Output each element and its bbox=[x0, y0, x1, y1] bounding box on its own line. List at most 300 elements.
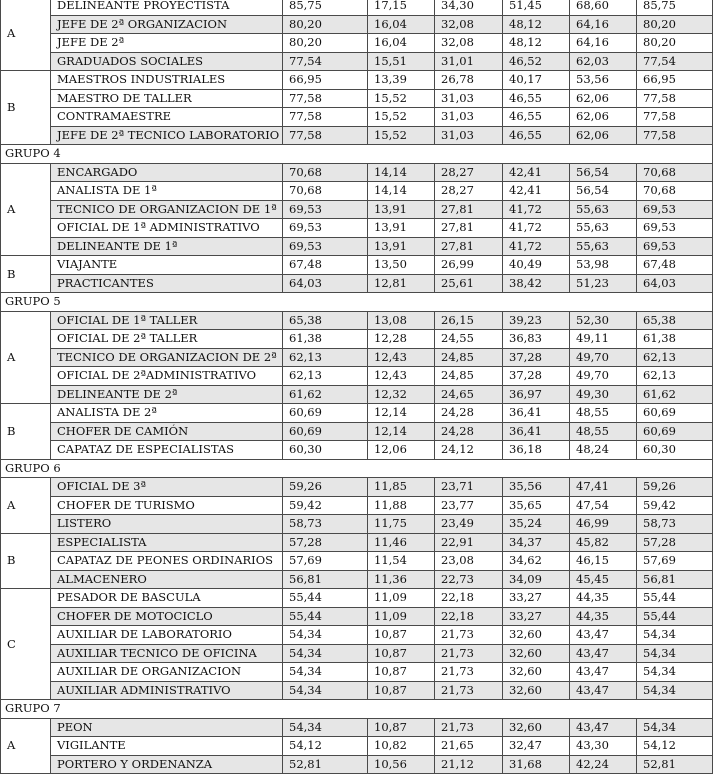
value-cell: 70,68 bbox=[637, 163, 713, 182]
value-cell: 45,82 bbox=[570, 533, 637, 552]
table-row bbox=[1, 644, 713, 663]
value-cell: 32,60 bbox=[503, 681, 570, 700]
value-cell: 11,36 bbox=[368, 570, 435, 589]
value-cell: 46,15 bbox=[570, 552, 637, 571]
table-row bbox=[1, 0, 713, 15]
category-name: DELINEANTE DE 2ª bbox=[51, 385, 283, 404]
value-cell: 46,55 bbox=[503, 89, 570, 108]
value-cell: 32,60 bbox=[503, 626, 570, 645]
value-cell: 45,45 bbox=[570, 570, 637, 589]
table-row bbox=[1, 200, 713, 219]
value-cell: 32,60 bbox=[503, 663, 570, 682]
value-cell: 80,20 bbox=[283, 15, 368, 34]
value-cell: 11,75 bbox=[368, 515, 435, 534]
value-cell: 55,44 bbox=[283, 589, 368, 608]
value-cell: 56,81 bbox=[637, 570, 713, 589]
value-cell: 64,16 bbox=[570, 15, 637, 34]
value-cell: 14,14 bbox=[368, 163, 435, 182]
value-cell: 47,54 bbox=[570, 496, 637, 515]
value-cell: 27,81 bbox=[435, 219, 503, 238]
category-name: TECNICO DE ORGANIZACION DE 1ª bbox=[51, 200, 283, 219]
value-cell: 77,58 bbox=[283, 108, 368, 127]
value-cell: 10,56 bbox=[368, 755, 435, 774]
value-cell: 80,20 bbox=[637, 34, 713, 53]
value-cell: 41,72 bbox=[503, 219, 570, 238]
value-cell: 13,08 bbox=[368, 311, 435, 330]
value-cell: 22,91 bbox=[435, 533, 503, 552]
value-cell: 54,34 bbox=[283, 681, 368, 700]
group-header: GRUPO 7 bbox=[1, 700, 713, 719]
value-cell: 64,03 bbox=[637, 274, 713, 293]
value-cell: 62,03 bbox=[570, 52, 637, 71]
value-cell: 22,73 bbox=[435, 570, 503, 589]
table-row bbox=[1, 718, 713, 737]
category-name: ENCARGADO bbox=[51, 163, 283, 182]
value-cell: 54,34 bbox=[283, 626, 368, 645]
value-cell: 70,68 bbox=[283, 182, 368, 201]
value-cell: 35,65 bbox=[503, 496, 570, 515]
value-cell: 57,28 bbox=[283, 533, 368, 552]
value-cell: 27,81 bbox=[435, 200, 503, 219]
value-cell: 62,13 bbox=[283, 367, 368, 386]
value-cell: 51,23 bbox=[570, 274, 637, 293]
value-cell: 54,34 bbox=[637, 626, 713, 645]
subgroup-label: B bbox=[1, 404, 51, 460]
value-cell: 13,39 bbox=[368, 71, 435, 90]
value-cell: 53,98 bbox=[570, 256, 637, 275]
subgroup-label: A bbox=[1, 718, 51, 774]
value-cell: 70,68 bbox=[283, 163, 368, 182]
value-cell: 68,60 bbox=[570, 0, 637, 15]
value-cell: 55,63 bbox=[570, 219, 637, 238]
category-name: OFICIAL DE 3ª bbox=[51, 478, 283, 497]
value-cell: 62,06 bbox=[570, 108, 637, 127]
value-cell: 41,72 bbox=[503, 200, 570, 219]
value-cell: 36,18 bbox=[503, 441, 570, 460]
subgroup-label: B bbox=[1, 71, 51, 145]
category-name: ANALISTA DE 2ª bbox=[51, 404, 283, 423]
value-cell: 64,03 bbox=[283, 274, 368, 293]
value-cell: 10,87 bbox=[368, 718, 435, 737]
value-cell: 64,16 bbox=[570, 34, 637, 53]
value-cell: 61,62 bbox=[283, 385, 368, 404]
subgroup-label: B bbox=[1, 533, 51, 589]
value-cell: 66,95 bbox=[637, 71, 713, 90]
value-cell: 77,58 bbox=[637, 108, 713, 127]
category-name: PESADOR DE BASCULA bbox=[51, 589, 283, 608]
value-cell: 38,42 bbox=[503, 274, 570, 293]
value-cell: 33,27 bbox=[503, 589, 570, 608]
value-cell: 10,87 bbox=[368, 663, 435, 682]
value-cell: 15,52 bbox=[368, 89, 435, 108]
value-cell: 77,58 bbox=[637, 126, 713, 145]
value-cell: 31,03 bbox=[435, 108, 503, 127]
value-cell: 58,73 bbox=[637, 515, 713, 534]
value-cell: 46,52 bbox=[503, 52, 570, 71]
table-row bbox=[1, 71, 713, 90]
value-cell: 22,18 bbox=[435, 589, 503, 608]
value-cell: 11,09 bbox=[368, 589, 435, 608]
category-name: JEFE DE 2ª TECNICO LABORATORIO bbox=[51, 126, 283, 145]
category-name: TECNICO DE ORGANIZACION DE 2ª bbox=[51, 348, 283, 367]
table-row bbox=[1, 182, 713, 201]
table-row bbox=[1, 330, 713, 349]
value-cell: 22,18 bbox=[435, 607, 503, 626]
value-cell: 49,30 bbox=[570, 385, 637, 404]
value-cell: 21,65 bbox=[435, 737, 503, 756]
value-cell: 60,69 bbox=[283, 404, 368, 423]
category-name: PORTERO Y ORDENANZA bbox=[51, 755, 283, 774]
value-cell: 49,11 bbox=[570, 330, 637, 349]
value-cell: 31,03 bbox=[435, 89, 503, 108]
value-cell: 41,72 bbox=[503, 237, 570, 256]
value-cell: 32,08 bbox=[435, 34, 503, 53]
category-name: CONTRAMAESTRE bbox=[51, 108, 283, 127]
table-row bbox=[1, 256, 713, 275]
value-cell: 12,28 bbox=[368, 330, 435, 349]
value-cell: 26,15 bbox=[435, 311, 503, 330]
value-cell: 42,24 bbox=[570, 755, 637, 774]
value-cell: 54,34 bbox=[283, 718, 368, 737]
table-row bbox=[1, 515, 713, 534]
table-row bbox=[1, 626, 713, 645]
category-name: OFICIAL DE 2ª TALLER bbox=[51, 330, 283, 349]
value-cell: 60,69 bbox=[637, 422, 713, 441]
category-name: JEFE DE 2ª bbox=[51, 34, 283, 53]
value-cell: 34,62 bbox=[503, 552, 570, 571]
table-row bbox=[1, 422, 713, 441]
value-cell: 13,50 bbox=[368, 256, 435, 275]
value-cell: 46,55 bbox=[503, 126, 570, 145]
value-cell: 77,58 bbox=[637, 89, 713, 108]
value-cell: 44,35 bbox=[570, 589, 637, 608]
value-cell: 34,30 bbox=[435, 0, 503, 15]
value-cell: 28,27 bbox=[435, 163, 503, 182]
value-cell: 59,26 bbox=[283, 478, 368, 497]
value-cell: 44,35 bbox=[570, 607, 637, 626]
value-cell: 77,54 bbox=[637, 52, 713, 71]
value-cell: 54,34 bbox=[637, 663, 713, 682]
value-cell: 52,81 bbox=[283, 755, 368, 774]
value-cell: 12,14 bbox=[368, 422, 435, 441]
value-cell: 77,54 bbox=[283, 52, 368, 71]
table-row bbox=[1, 126, 713, 145]
value-cell: 10,87 bbox=[368, 681, 435, 700]
value-cell: 47,41 bbox=[570, 478, 637, 497]
value-cell: 12,43 bbox=[368, 367, 435, 386]
category-name: CHOFER DE MOTOCICLO bbox=[51, 607, 283, 626]
table-row bbox=[1, 237, 713, 256]
value-cell: 49,70 bbox=[570, 348, 637, 367]
value-cell: 62,06 bbox=[570, 89, 637, 108]
table-row bbox=[1, 15, 713, 34]
value-cell: 62,13 bbox=[637, 348, 713, 367]
value-cell: 55,44 bbox=[637, 589, 713, 608]
table-row bbox=[1, 108, 713, 127]
category-name: OFICIAL DE 1ª ADMINISTRATIVO bbox=[51, 219, 283, 238]
table-row bbox=[1, 441, 713, 460]
subgroup-label: B bbox=[1, 256, 51, 293]
value-cell: 56,54 bbox=[570, 163, 637, 182]
value-cell: 37,28 bbox=[503, 367, 570, 386]
value-cell: 34,09 bbox=[503, 570, 570, 589]
value-cell: 36,41 bbox=[503, 422, 570, 441]
value-cell: 62,13 bbox=[283, 348, 368, 367]
value-cell: 31,01 bbox=[435, 52, 503, 71]
value-cell: 36,97 bbox=[503, 385, 570, 404]
value-cell: 13,91 bbox=[368, 219, 435, 238]
value-cell: 23,77 bbox=[435, 496, 503, 515]
value-cell: 12,06 bbox=[368, 441, 435, 460]
group-header: GRUPO 6 bbox=[1, 459, 713, 478]
value-cell: 21,73 bbox=[435, 644, 503, 663]
value-cell: 48,12 bbox=[503, 34, 570, 53]
value-cell: 48,24 bbox=[570, 441, 637, 460]
value-cell: 56,54 bbox=[570, 182, 637, 201]
value-cell: 54,34 bbox=[283, 663, 368, 682]
value-cell: 69,53 bbox=[283, 200, 368, 219]
table-row bbox=[1, 607, 713, 626]
value-cell: 11,46 bbox=[368, 533, 435, 552]
value-cell: 37,28 bbox=[503, 348, 570, 367]
value-cell: 16,04 bbox=[368, 15, 435, 34]
value-cell: 77,58 bbox=[283, 89, 368, 108]
value-cell: 59,42 bbox=[283, 496, 368, 515]
value-cell: 57,69 bbox=[283, 552, 368, 571]
category-name: JEFE DE 2ª ORGANIZACION bbox=[51, 15, 283, 34]
group-header-row bbox=[1, 145, 713, 164]
value-cell: 13,91 bbox=[368, 200, 435, 219]
value-cell: 67,48 bbox=[637, 256, 713, 275]
value-cell: 11,54 bbox=[368, 552, 435, 571]
value-cell: 11,88 bbox=[368, 496, 435, 515]
value-cell: 24,12 bbox=[435, 441, 503, 460]
value-cell: 54,12 bbox=[283, 737, 368, 756]
table-row bbox=[1, 589, 713, 608]
value-cell: 36,41 bbox=[503, 404, 570, 423]
category-name: DELINEANTE PROYECTISTA bbox=[51, 0, 283, 15]
table-row bbox=[1, 478, 713, 497]
subgroup-label: A bbox=[1, 163, 51, 256]
category-name: AUXILIAR ADMINISTRATIVO bbox=[51, 681, 283, 700]
value-cell: 66,95 bbox=[283, 71, 368, 90]
value-cell: 52,30 bbox=[570, 311, 637, 330]
value-cell: 48,55 bbox=[570, 404, 637, 423]
value-cell: 12,81 bbox=[368, 274, 435, 293]
value-cell: 57,69 bbox=[637, 552, 713, 571]
value-cell: 24,85 bbox=[435, 348, 503, 367]
group-header: GRUPO 4 bbox=[1, 145, 713, 164]
value-cell: 51,45 bbox=[503, 0, 570, 15]
value-cell: 58,73 bbox=[283, 515, 368, 534]
category-name: VIAJANTE bbox=[51, 256, 283, 275]
category-name: OFICIAL DE 1ª TALLER bbox=[51, 311, 283, 330]
value-cell: 28,27 bbox=[435, 182, 503, 201]
value-cell: 65,38 bbox=[637, 311, 713, 330]
category-name: CHOFER DE CAMIÓN bbox=[51, 422, 283, 441]
value-cell: 70,68 bbox=[637, 182, 713, 201]
value-cell: 62,06 bbox=[570, 126, 637, 145]
category-name: VIGILANTE bbox=[51, 737, 283, 756]
category-name: AUXILIAR TECNICO DE OFICINA bbox=[51, 644, 283, 663]
table-row bbox=[1, 737, 713, 756]
table-row bbox=[1, 52, 713, 71]
value-cell: 32,60 bbox=[503, 644, 570, 663]
value-cell: 54,34 bbox=[637, 718, 713, 737]
value-cell: 69,53 bbox=[283, 219, 368, 238]
table-row bbox=[1, 385, 713, 404]
table-row bbox=[1, 89, 713, 108]
category-name: CHOFER DE TURISMO bbox=[51, 496, 283, 515]
value-cell: 46,99 bbox=[570, 515, 637, 534]
value-cell: 24,28 bbox=[435, 404, 503, 423]
value-cell: 49,70 bbox=[570, 367, 637, 386]
value-cell: 43,47 bbox=[570, 626, 637, 645]
table-row bbox=[1, 348, 713, 367]
category-name: GRADUADOS SOCIALES bbox=[51, 52, 283, 71]
value-cell: 48,55 bbox=[570, 422, 637, 441]
category-name: LISTERO bbox=[51, 515, 283, 534]
subgroup-label: A bbox=[1, 478, 51, 534]
value-cell: 43,47 bbox=[570, 681, 637, 700]
category-name: MAESTROS INDUSTRIALES bbox=[51, 71, 283, 90]
value-cell: 32,47 bbox=[503, 737, 570, 756]
group-header-row bbox=[1, 459, 713, 478]
value-cell: 26,99 bbox=[435, 256, 503, 275]
value-cell: 10,82 bbox=[368, 737, 435, 756]
value-cell: 21,73 bbox=[435, 663, 503, 682]
value-cell: 43,47 bbox=[570, 644, 637, 663]
value-cell: 32,08 bbox=[435, 15, 503, 34]
category-name: MAESTRO DE TALLER bbox=[51, 89, 283, 108]
value-cell: 15,51 bbox=[368, 52, 435, 71]
group-header: GRUPO 5 bbox=[1, 293, 713, 312]
category-name: ANALISTA DE 1ª bbox=[51, 182, 283, 201]
table-row bbox=[1, 663, 713, 682]
value-cell: 10,87 bbox=[368, 644, 435, 663]
value-cell: 35,56 bbox=[503, 478, 570, 497]
value-cell: 21,73 bbox=[435, 681, 503, 700]
table-row bbox=[1, 311, 713, 330]
value-cell: 12,14 bbox=[368, 404, 435, 423]
value-cell: 61,38 bbox=[283, 330, 368, 349]
table-row bbox=[1, 219, 713, 238]
value-cell: 69,53 bbox=[637, 200, 713, 219]
group-header-row bbox=[1, 700, 713, 719]
value-cell: 55,63 bbox=[570, 200, 637, 219]
value-cell: 65,38 bbox=[283, 311, 368, 330]
value-cell: 85,75 bbox=[637, 0, 713, 15]
value-cell: 54,34 bbox=[637, 681, 713, 700]
table-row bbox=[1, 755, 713, 774]
table-row bbox=[1, 681, 713, 700]
value-cell: 80,20 bbox=[637, 15, 713, 34]
table-row bbox=[1, 570, 713, 589]
value-cell: 56,81 bbox=[283, 570, 368, 589]
value-cell: 61,38 bbox=[637, 330, 713, 349]
category-name: CAPATAZ DE ESPECIALISTAS bbox=[51, 441, 283, 460]
value-cell: 48,12 bbox=[503, 15, 570, 34]
value-cell: 33,27 bbox=[503, 607, 570, 626]
category-name: ESPECIALISTA bbox=[51, 533, 283, 552]
category-name: OFICIAL DE 2ªADMINISTRATIVO bbox=[51, 367, 283, 386]
value-cell: 21,73 bbox=[435, 626, 503, 645]
value-cell: 23,71 bbox=[435, 478, 503, 497]
value-cell: 14,14 bbox=[368, 182, 435, 201]
table-row bbox=[1, 533, 713, 552]
value-cell: 40,17 bbox=[503, 71, 570, 90]
value-cell: 85,75 bbox=[283, 0, 368, 15]
value-cell: 43,47 bbox=[570, 718, 637, 737]
subgroup-label: C bbox=[1, 589, 51, 700]
value-cell: 11,09 bbox=[368, 607, 435, 626]
value-cell: 55,63 bbox=[570, 237, 637, 256]
group-header-row bbox=[1, 293, 713, 312]
value-cell: 24,65 bbox=[435, 385, 503, 404]
value-cell: 57,28 bbox=[637, 533, 713, 552]
value-cell: 24,55 bbox=[435, 330, 503, 349]
value-cell: 54,34 bbox=[283, 644, 368, 663]
value-cell: 60,30 bbox=[283, 441, 368, 460]
value-cell: 69,53 bbox=[637, 237, 713, 256]
value-cell: 11,85 bbox=[368, 478, 435, 497]
value-cell: 27,81 bbox=[435, 237, 503, 256]
value-cell: 34,37 bbox=[503, 533, 570, 552]
value-cell: 43,30 bbox=[570, 737, 637, 756]
value-cell: 26,78 bbox=[435, 71, 503, 90]
value-cell: 59,26 bbox=[637, 478, 713, 497]
category-name: PRACTICANTES bbox=[51, 274, 283, 293]
value-cell: 12,43 bbox=[368, 348, 435, 367]
value-cell: 62,13 bbox=[637, 367, 713, 386]
value-cell: 60,69 bbox=[283, 422, 368, 441]
value-cell: 80,20 bbox=[283, 34, 368, 53]
category-name: DELINEANTE DE 1ª bbox=[51, 237, 283, 256]
value-cell: 53,56 bbox=[570, 71, 637, 90]
value-cell: 42,41 bbox=[503, 182, 570, 201]
value-cell: 55,44 bbox=[283, 607, 368, 626]
value-cell: 24,28 bbox=[435, 422, 503, 441]
value-cell: 69,53 bbox=[637, 219, 713, 238]
table-row bbox=[1, 552, 713, 571]
value-cell: 24,85 bbox=[435, 367, 503, 386]
value-cell: 61,62 bbox=[637, 385, 713, 404]
value-cell: 59,42 bbox=[637, 496, 713, 515]
table-row bbox=[1, 163, 713, 182]
table-row bbox=[1, 34, 713, 53]
subgroup-label: A bbox=[1, 0, 51, 71]
value-cell: 55,44 bbox=[637, 607, 713, 626]
category-name: CAPATAZ DE PEONES ORDINARIOS bbox=[51, 552, 283, 571]
category-name: ALMACENERO bbox=[51, 570, 283, 589]
value-cell: 21,12 bbox=[435, 755, 503, 774]
value-cell: 60,69 bbox=[637, 404, 713, 423]
value-cell: 21,73 bbox=[435, 718, 503, 737]
value-cell: 25,61 bbox=[435, 274, 503, 293]
value-cell: 43,47 bbox=[570, 663, 637, 682]
table-row bbox=[1, 496, 713, 515]
value-cell: 52,81 bbox=[637, 755, 713, 774]
value-cell: 13,91 bbox=[368, 237, 435, 256]
value-cell: 42,41 bbox=[503, 163, 570, 182]
value-cell: 32,60 bbox=[503, 718, 570, 737]
category-name: AUXILIAR DE ORGANIZACION bbox=[51, 663, 283, 682]
subgroup-label: A bbox=[1, 311, 51, 404]
category-name: PEON bbox=[51, 718, 283, 737]
value-cell: 35,24 bbox=[503, 515, 570, 534]
table-row bbox=[1, 274, 713, 293]
value-cell: 54,34 bbox=[637, 644, 713, 663]
